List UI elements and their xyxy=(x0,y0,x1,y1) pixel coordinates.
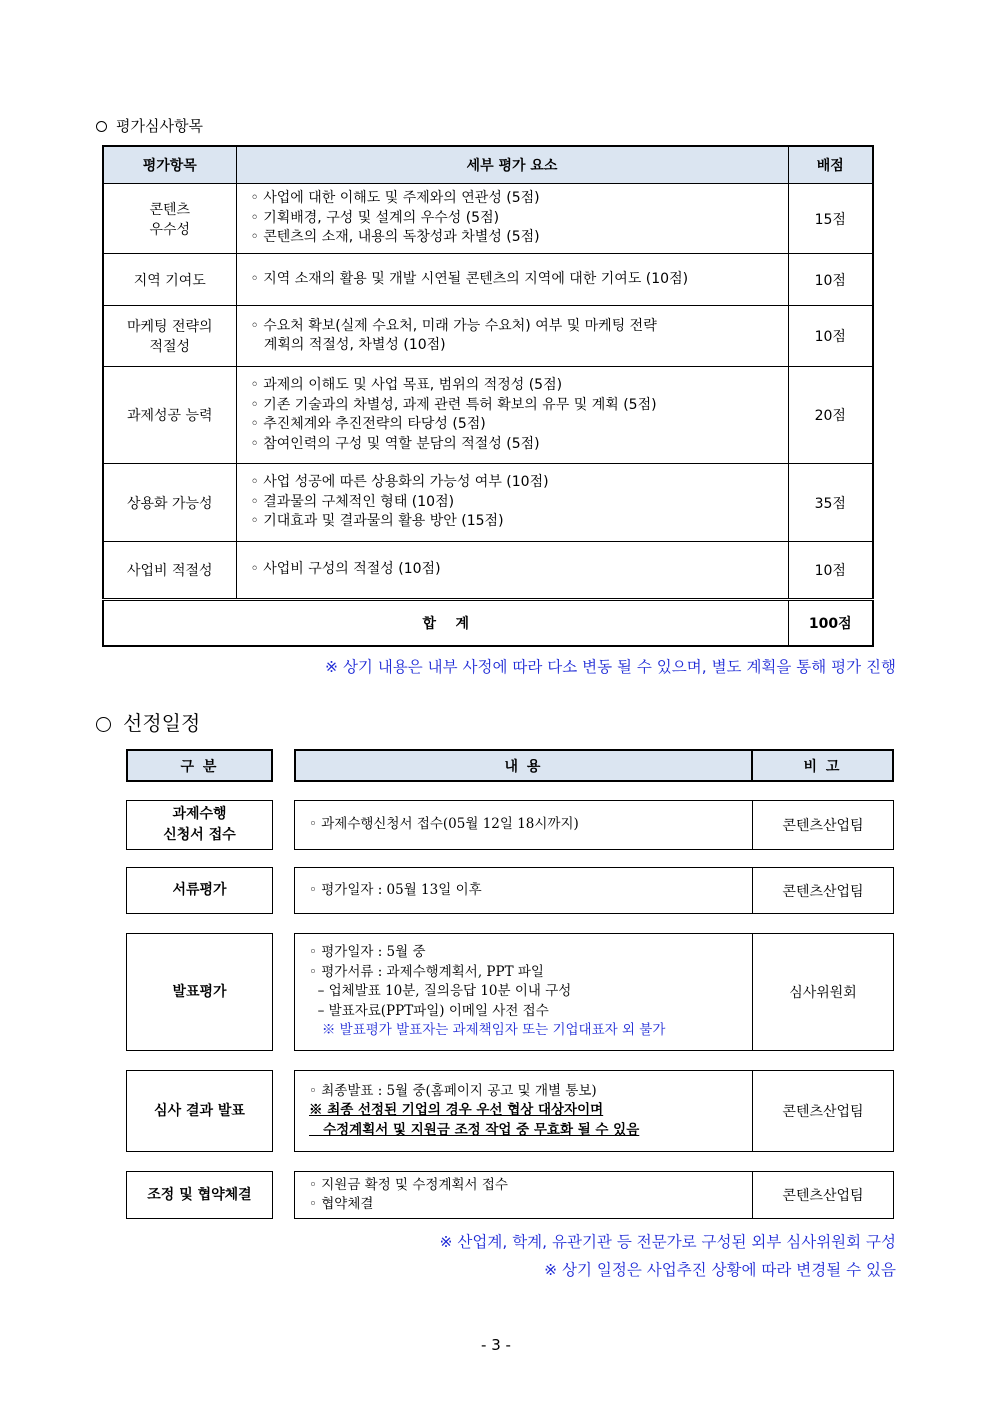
schedule-header-content: 내 용 xyxy=(294,749,753,782)
total-label: 합 계 xyxy=(103,600,788,647)
evaluation-table xyxy=(102,145,874,647)
circle-bullet-icon xyxy=(96,121,107,132)
schedule-note: ※ 산업계, 학계, 유관기관 등 전문가로 구성된 외부 심사위원회 구성 xyxy=(439,1233,896,1251)
schedule-step-remark: 심사위원회 xyxy=(752,933,894,1051)
details-cell: ◦ 사업에 대한 이해도 및 주제와의 연관성 (5점) ◦ 기획배경, 구성 및 설계의 우수성 (5점) ◦ 콘텐츠의 소재, 내용의 독창성과 차별성 (5점) xyxy=(236,184,788,254)
schedule-step-content: ◦ 평가일자 : 5월 중 ◦ 평가서류 : 과제수행계획서, PPT 파일 – 업체발표 10분, 질의응답 10분 이내 구성 – 발표자료(PPT파일) 이메일 사전 접수 ※ 발표평가 발표자는 과제책임자 또는 기업대표자 외 불가 xyxy=(294,933,753,1051)
section-heading-evaluation: 평가심사항목 xyxy=(96,115,203,136)
schedule-step-remark: 콘텐츠산업팀 xyxy=(752,1171,894,1219)
header-cell: 배점 xyxy=(788,146,873,184)
item-cell: 과제성공 능력 xyxy=(103,367,236,464)
schedule-step-remark: 콘텐츠산업팀 xyxy=(752,800,894,850)
schedule-step-remark: 콘텐츠산업팀 xyxy=(752,1070,894,1152)
item-cell: 콘텐츠 우수성 xyxy=(103,184,236,254)
schedule-step-remark: 콘텐츠산업팀 xyxy=(752,867,894,914)
details-cell: ◦ 수요처 확보(실제 수요처, 미래 가능 수요처) 여부 및 마케팅 전략 계획의 적절성, 차별성 (10점) xyxy=(236,306,788,367)
schedule-step-content: ◦ 과제수행신청서 접수(05월 12일 18시까지) xyxy=(294,800,753,850)
details-cell: ◦ 지역 소재의 활용 및 개발 시연될 콘텐츠의 지역에 대한 기여도 (10점) xyxy=(236,254,788,306)
circle-bullet-icon xyxy=(96,717,111,732)
score-cell: 20점 xyxy=(788,367,873,464)
score-cell: 10점 xyxy=(788,306,873,367)
table-row xyxy=(103,254,873,306)
details-cell: ◦ 과제의 이해도 및 사업 목표, 범위의 적정성 (5점) ◦ 기존 기술과의 차별성, 과제 관련 특허 확보의 유무 및 계획 (5점) ◦ 추진체계와 추진전략의 타당성 (5점) ◦ 참여인력의 구성 및 역할 분담의 적절성 (5점) xyxy=(236,367,788,464)
schedule-step-label: 조정 및 협약체결 xyxy=(126,1171,273,1219)
score-cell: 15점 xyxy=(788,184,873,254)
schedule-header-category: 구 분 xyxy=(126,749,273,782)
schedule-step-label: 서류평가 xyxy=(126,867,273,914)
total-row xyxy=(103,600,873,647)
schedule-step-label: 발표평가 xyxy=(126,933,273,1051)
evaluation-note: ※ 상기 내용은 내부 사정에 따라 다소 변동 될 수 있으며, 별도 계획을 통해 평가 진행 xyxy=(325,658,896,676)
table-row xyxy=(103,367,873,464)
item-cell: 사업비 적절성 xyxy=(103,542,236,600)
table-row xyxy=(103,464,873,542)
score-cell: 10점 xyxy=(788,254,873,306)
schedule-step-content: ◦ 최종발표 : 5월 중(홈페이지 공고 및 개별 통보) ※ 최종 선정된 기업의 경우 우선 협상 대상자이며 수정계획서 및 지원금 조정 작업 중 무효화 될 수 있음 xyxy=(294,1070,753,1152)
schedule-step-content: ◦ 평가일자 : 05월 13일 이후 xyxy=(294,867,753,914)
table-row xyxy=(103,184,873,254)
schedule-step-label: 심사 결과 발표 xyxy=(126,1070,273,1152)
score-cell: 10점 xyxy=(788,542,873,600)
total-score: 100점 xyxy=(788,600,873,647)
schedule-note: ※ 상기 일정은 사업추진 상황에 따라 변경될 수 있음 xyxy=(544,1261,896,1279)
item-cell: 마케팅 전략의 적절성 xyxy=(103,306,236,367)
item-cell: 지역 기여도 xyxy=(103,254,236,306)
schedule-header-remark: 비 고 xyxy=(751,749,894,782)
page-number: - 3 - xyxy=(481,1336,511,1354)
header-cell: 세부 평가 요소 xyxy=(236,146,788,184)
section-heading-schedule: 선정일정 xyxy=(96,707,200,736)
item-cell: 상용화 가능성 xyxy=(103,464,236,542)
header-cell: 평가항목 xyxy=(103,146,236,184)
score-cell: 35점 xyxy=(788,464,873,542)
table-header-row xyxy=(103,146,873,184)
details-cell: ◦ 사업비 구성의 적절성 (10점) xyxy=(236,542,788,600)
schedule-step-content: ◦ 지원금 확정 및 수정계획서 접수 ◦ 협약체결 xyxy=(294,1171,753,1219)
details-cell: ◦ 사업 성공에 따른 상용화의 가능성 여부 (10점) ◦ 결과물의 구체적인 형태 (10점) ◦ 기대효과 및 결과물의 활용 방안 (15점) xyxy=(236,464,788,542)
table-row xyxy=(103,542,873,600)
table-row xyxy=(103,306,873,367)
schedule-step-label: 과제수행 신청서 접수 xyxy=(126,800,273,850)
